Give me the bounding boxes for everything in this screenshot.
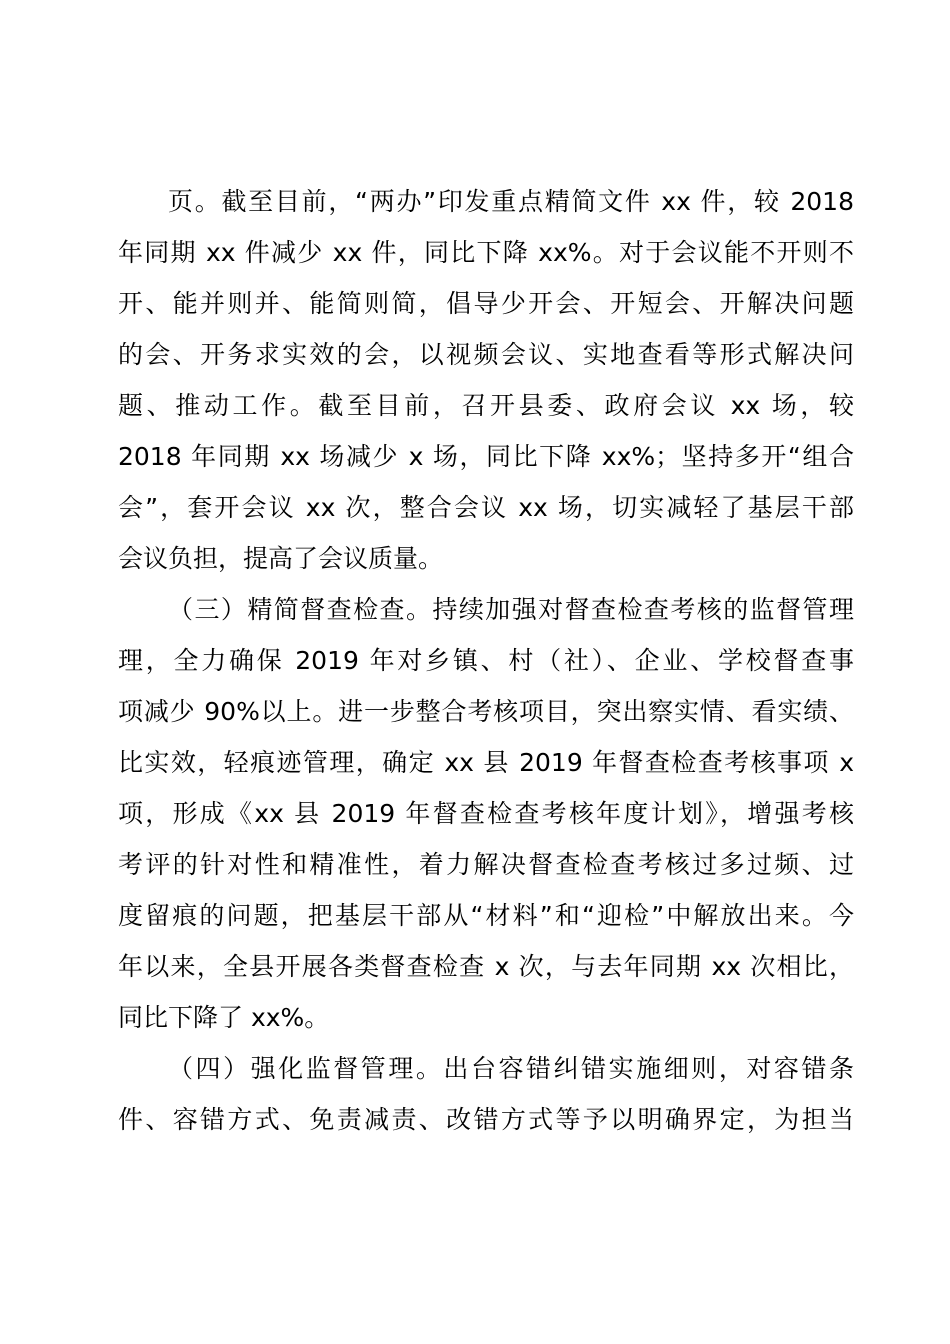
paragraph-line: 项减少 90%以上。进一步整合考核项目，突出察实情、看实绩、 bbox=[118, 697, 854, 726]
paragraph-line: 的会、开务求实效的会，以视频会议、实地查看等形式解决问 bbox=[118, 340, 854, 369]
paragraph-line: 2018 年同期 xx 场减少 x 场，同比下降 xx%；坚持多开“组合 bbox=[118, 442, 854, 471]
paragraph-line: 件、容错方式、免责减责、改错方式等予以明确界定，为担当 bbox=[118, 1105, 854, 1134]
paragraph-line: 年同期 xx 件减少 xx 件，同比下降 xx%。对于会议能不开则不 bbox=[118, 238, 854, 267]
paragraph-line: 度留痕的问题，把基层干部从“材料”和“迎检”中解放出来。今 bbox=[118, 901, 854, 930]
paragraph-line: 项，形成《xx 县 2019 年督查检查考核年度计划》，增强考核 bbox=[118, 799, 854, 828]
section-heading-line: （三）精简督查检查。持续加强对督查检查考核的监督管理 bbox=[168, 595, 854, 624]
document-body bbox=[118, 176, 854, 1145]
paragraph-line: 年以来，全县开展各类督查检查 x 次，与去年同期 xx 次相比， bbox=[118, 952, 854, 981]
paragraph-line: 会”，套开会议 xx 次，整合会议 xx 场，切实减轻了基层干部 bbox=[118, 493, 854, 522]
paragraph-line: 会议负担，提高了会议质量。 bbox=[118, 544, 444, 573]
paragraph-line: 同比下降了 xx%。 bbox=[118, 1003, 330, 1032]
paragraph-line: 考评的针对性和精准性，着力解决督查检查考核过多过频、过 bbox=[118, 850, 854, 879]
paragraph-line: 理，全力确保 2019 年对乡镇、村（社）、企业、学校督查事 bbox=[118, 646, 854, 675]
paragraph-line: 开、能并则并、能简则简，倡导少开会、开短会、开解决问题 bbox=[118, 289, 854, 318]
paragraph-line: 页。截至目前，“两办”印发重点精简文件 xx 件，较 2018 bbox=[168, 187, 854, 216]
section-heading-line: （四）强化监督管理。出台容错纠错实施细则，对容错条 bbox=[168, 1054, 854, 1083]
paragraph-line: 比实效，轻痕迹管理，确定 xx 县 2019 年督查检查考核事项 x bbox=[118, 748, 854, 777]
paragraph-line: 题、推动工作。截至目前，召开县委、政府会议 xx 场，较 bbox=[118, 391, 854, 420]
